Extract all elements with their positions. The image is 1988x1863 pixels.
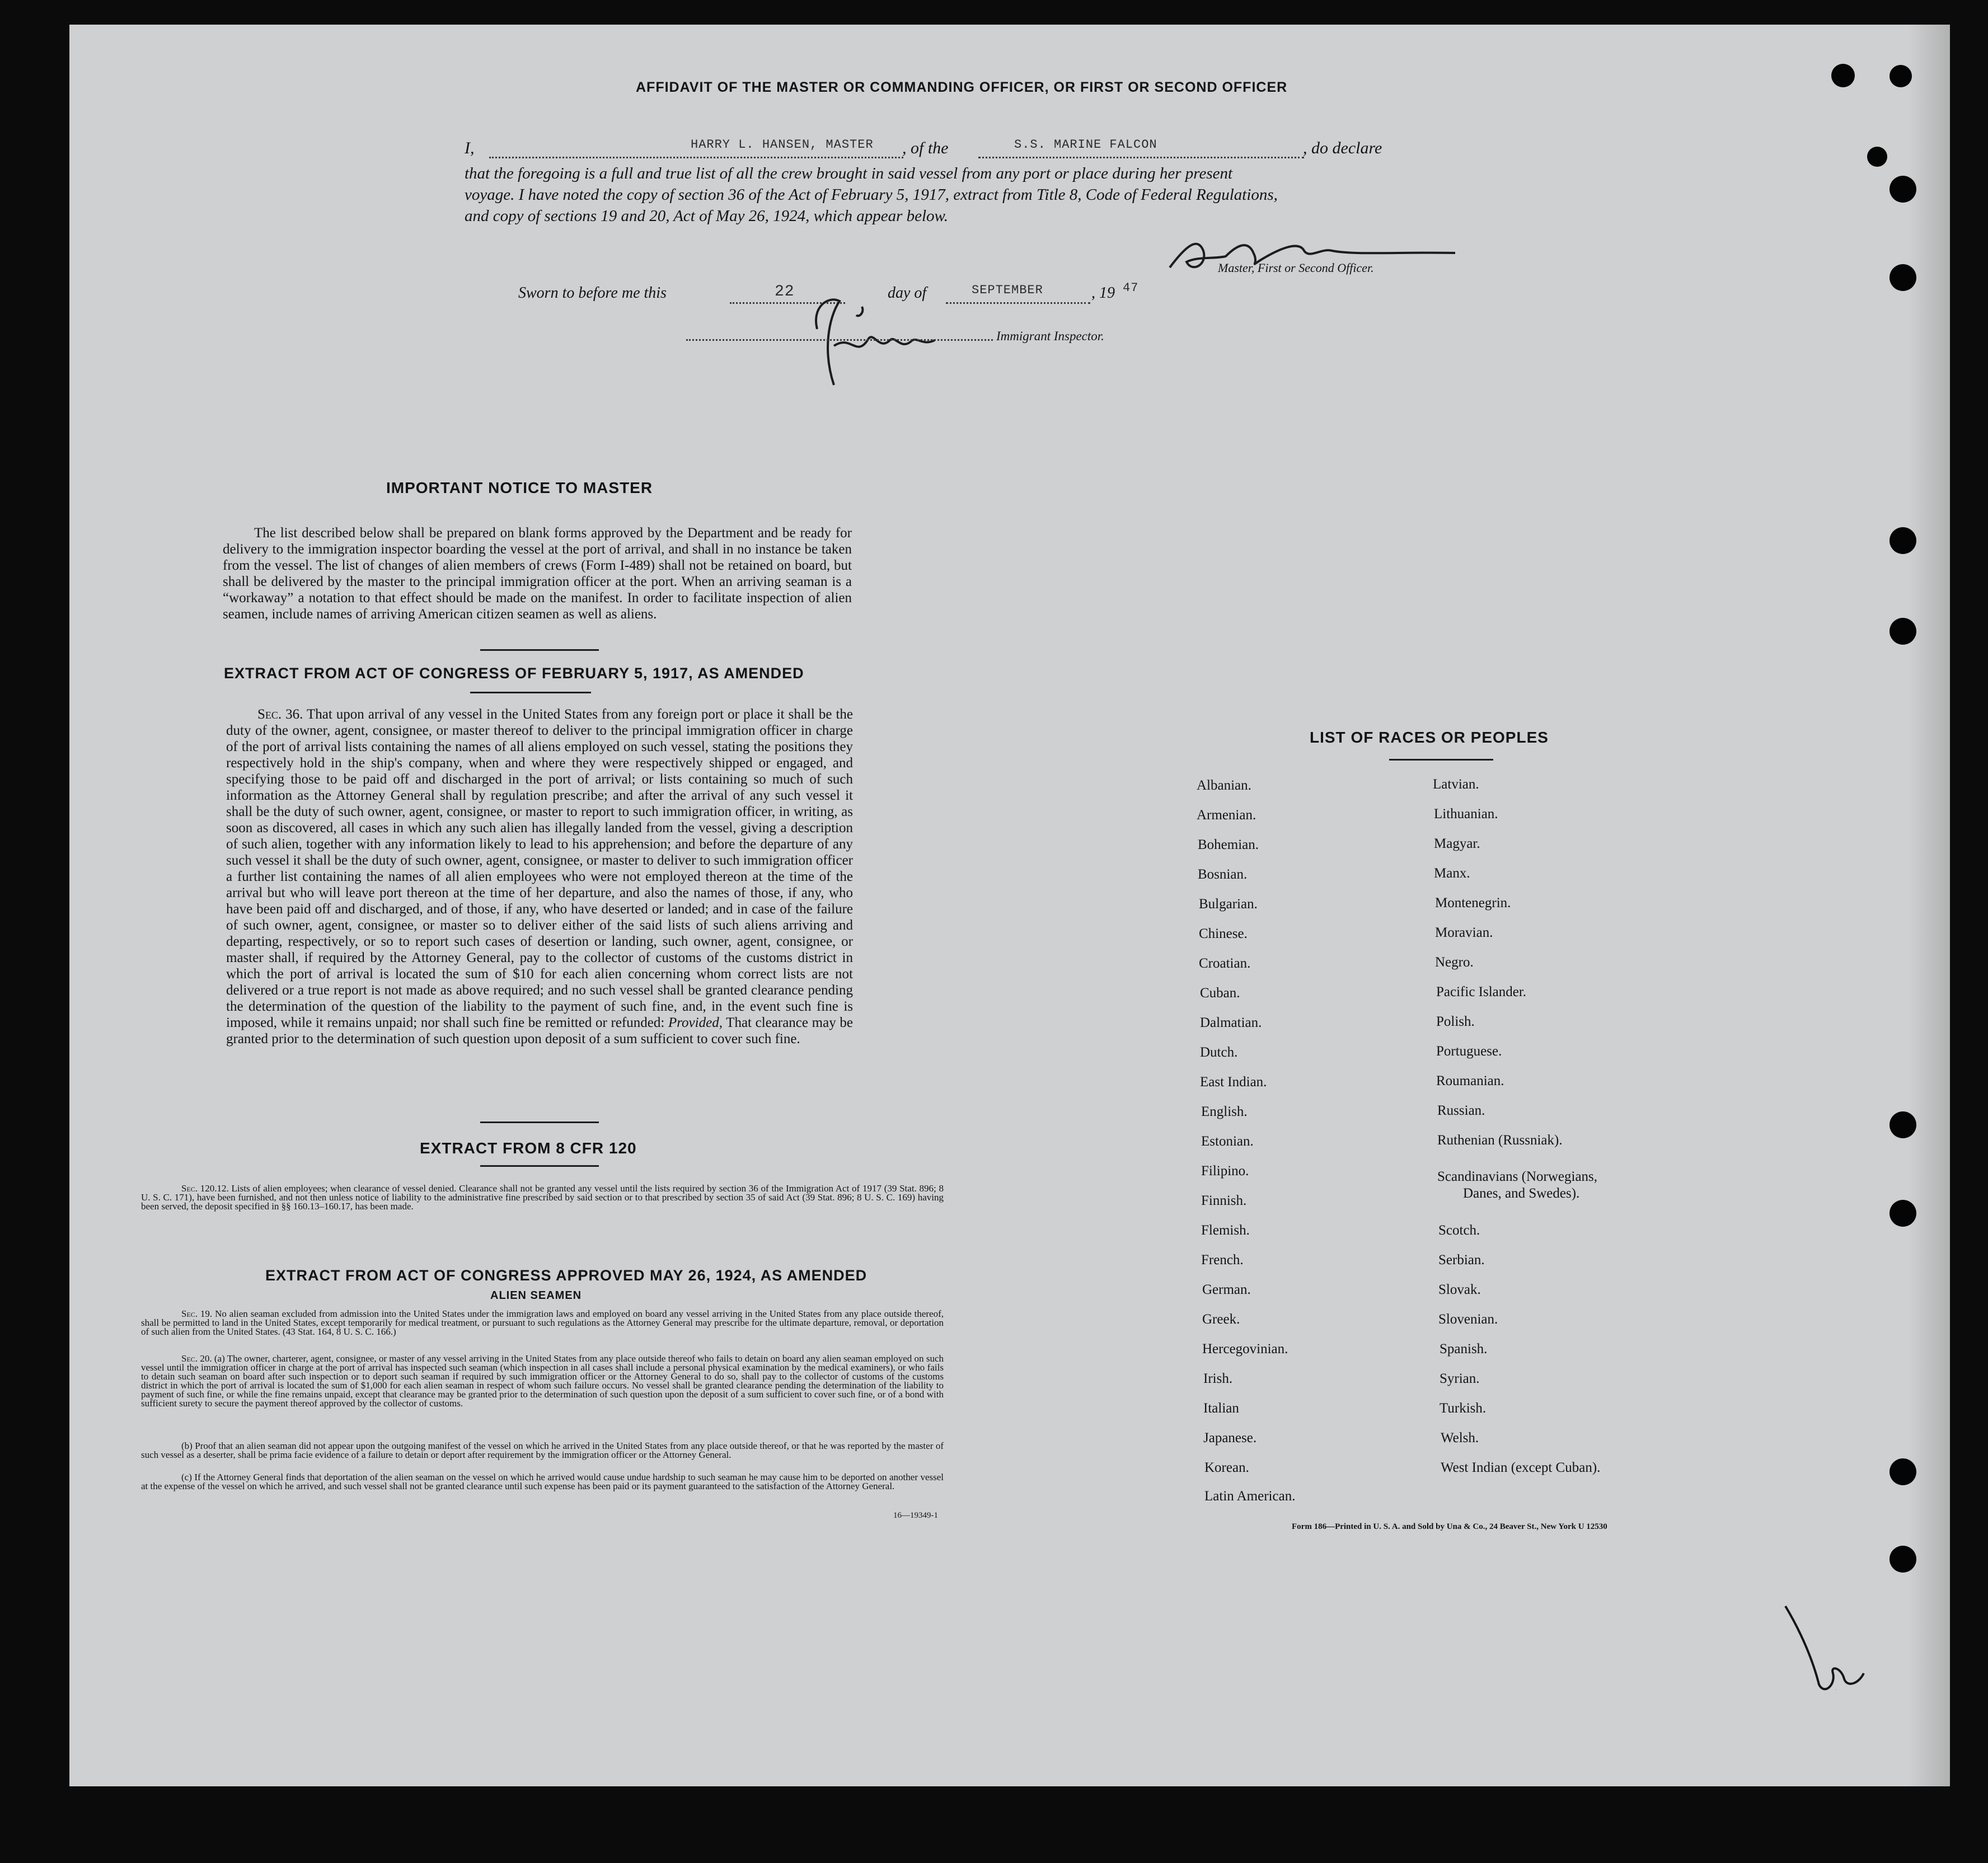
printer-line: Form 186—Printed in U. S. A. and Sold by Una & Co., 24 Beaver St., New York U 12530 [1292,1522,1607,1531]
race-item-right: Polish. [1436,1014,1475,1029]
race-item-right: Slovak. [1438,1282,1481,1297]
race-item-right: Ruthenian (Russniak). [1437,1133,1563,1148]
punch-hole [1889,618,1916,645]
extract-1917-body [226,706,853,1047]
handwritten-page-mark [1774,1601,1886,1701]
extract-1917-heading: EXTRACT FROM ACT OF CONGRESS OF FEBRUARY 5, 1917, AS AMENDED [224,665,804,682]
punch-hole [1867,147,1887,167]
vessel-name-field [978,140,1304,158]
punch-hole [1889,65,1912,87]
race-item-right: Welsh. [1441,1430,1479,1446]
punch-hole [1889,1458,1916,1485]
sworn-month-field [946,283,1090,304]
extract-cfr-heading: EXTRACT FROM 8 CFR 120 [420,1139,637,1157]
sec-20b: (b) Proof that an alien seaman did not appear upon the outgoing manifest of the vessel on which he arrived in the United States from any place outside thereof, or that he was reported by the master of such vessel as a deserter, shall be prima facie evidence of a failure to detain or deport after requirement by the immigration officer or the Attorney General. [141,1440,944,1460]
race-item-left: Dutch. [1200,1045,1238,1060]
page-edge-shadow [1909,25,1950,1786]
master-name-field [489,140,903,158]
race-item-left: East Indian. [1200,1074,1267,1090]
race-item-left: Estonian. [1201,1134,1254,1149]
extract-cfr-body [141,1184,944,1211]
race-item-left: Hercegovinian. [1202,1341,1288,1357]
race-item-right: Danes, and Swedes). [1463,1186,1580,1201]
race-item-left: Croatian. [1199,956,1251,971]
race-item-right: Slovenian. [1438,1312,1498,1327]
race-item-left: Korean. [1204,1460,1249,1475]
affidavit-statement-3: and copy of sections 19 and 20, Act of May 26, 1924, which appear below. [465,207,948,225]
race-item-right: Moravian. [1435,925,1493,940]
sworn-month: SEPTEMBER [972,283,1043,297]
race-item-right: Lithuanian. [1434,806,1498,822]
year-suffix: 47 [1123,281,1139,295]
sec-120-text: Lists of alien employees; when clearance of vessel denied. Clearance shall not be granted any vessel until the lists required by section 36 of the Immigration Act of 1917 (39 Stat. 896; 8 U. S. C. 171), have been furnished, and not then unless notice of liability to the administrative fine prescribed by said section or to that prescribed by section 35 of said Act (39 Stat. 896; 8 U. S. C. 169) having been served, the deposit specified in §§ 160.13–160.17, has been made. [141,1183,944,1212]
sworn-label: Sworn to before me this [518,284,667,302]
divider [480,1165,599,1167]
race-item-right: Roumanian. [1436,1073,1504,1088]
sworn-day: 22 [775,283,795,301]
race-item-right: Magyar. [1434,836,1480,851]
sec-36-text: That upon arrival of any vessel in the United States from any foreign port or place it shall be the duty of the owner, agent, consignee, or master thereof to deliver to the principal immigration officer in charge of the port of arrival lists containing the names of all aliens employed on such vessel, stating the positions they respectively hold in the ship's company, when and where they were respectively shipped or engaged, and specifying those to be paid off and discharged in the port of arrival; or lists containing so much of such information as the Attorney General shall by regulation prescribe; and after the arrival of any such vessel it shall be the duty of such owner, agent, consignee, or master to report to such immigration officer, in writing, as soon as discovered, all cases in which any such alien has illegally landed from the vessel, giving a description of such alien, together with any information likely to lead to his apprehension; and before the departure of any such vessel it shall be the duty of such owner, agent, consignee, or master to deliver to such immigration officer a further list containing the names of all alien employees who were not employed thereon at the time of the arrival but who will leave port thereon at the time of her departure, and also the names of those, if any, who have been paid off and discharged, and of those, if any, who have deserted or landed; and in case of the failure of such owner, agent, consignee, or master so to deliver either of the said lists of such aliens arriving and departing, respectively, or so to report such cases of desertion or landing, such owner, agent, consignee, or master shall, if required by the Attorney General, pay to the collector of customs of the customs district in which the port of arrival is located the sum of $10 for each alien concerning whom correct lists are not delivered or a true report is not made as above required; and no such vessel shall be granted clearance pending the determination of the question of the liability to the payment of such fine, and, in the event such fine is imposed, while it remains unpaid; nor shall such fine be remitted or refunded: [226,707,853,1030]
sec-19-text: No alien seaman excluded from admission into the United States under the immigration laws and employed on board any vessel arriving in the United States from any place outside thereof, shall be permitted to land in the United States, except temporarily for medical treatment, or pursuant to such regulations as the Attorney General may prescribe for the ultimate departure, removal, or deportation of such alien from the United States. (43 Stat. 164, 8 U. S. C. 166.) [141,1308,944,1337]
race-item-left: Filipino. [1201,1163,1249,1179]
race-item-right: Portuguese. [1436,1044,1502,1059]
affidavit-statement-2: voyage. I have noted the copy of section 36 of the Act of February 5, 1917, extract from Title 8, Code of Federal Regulations, [465,186,1278,204]
race-item-left: Bohemian. [1198,837,1259,852]
race-item-left: Greek. [1202,1312,1240,1327]
sec-120-label: Sec. 120.12. [181,1183,229,1194]
race-item-left: Albanian. [1197,778,1251,793]
sec-36-label: Sec. 36. [257,707,303,722]
race-item-right: Negro. [1435,955,1474,970]
master-caption: Master, First or Second Officer. [1218,261,1374,275]
proviso-text: That clearance may be granted prior to the determination of such question upon deposit of a sum sufficient to cover such fine. [226,1015,853,1047]
master-name: HARRY L. HANSEN, MASTER [691,138,874,152]
divider [1389,759,1493,761]
race-item-right: Pacific Islander. [1436,984,1527,999]
of-the-label: , of the [902,139,949,157]
race-item-left: Latin American. [1204,1489,1296,1504]
i-label: I, [465,139,475,157]
race-item-right: Serbian. [1438,1252,1485,1268]
punch-hole [1889,527,1916,554]
alien-seamen-subheading: ALIEN SEAMEN [490,1289,582,1302]
race-item-left: French. [1201,1252,1244,1268]
notice-heading: IMPORTANT NOTICE TO MASTER [386,479,653,496]
sec-19-label: Sec. 19. [181,1308,213,1319]
race-item-left: German. [1202,1282,1251,1297]
affidavit-title: AFFIDAVIT OF THE MASTER OR COMMANDING OFFICER, OR FIRST OR SECOND OFFICER [636,79,1288,95]
year-prefix: , 19 [1091,284,1115,302]
punch-hole [1889,1111,1916,1138]
race-item-right: Syrian. [1440,1371,1480,1386]
sec-20a-text: (a) The owner, charterer, agent, consignee, or master of any vessel arriving in the United States from any place outside thereof who fails to detain on board any alien seaman employed on such vessel until the immigration officer in charge at the port of arrival has inspected such seaman (which inspection in all cases shall include a personal physical examination by the medical examiners), or who fails to detain such seaman on board after such inspection or to deport such seaman if required by such immigration officer or the Attorney General to do so, shall pay to the collector of customs of the customs district in which the port of arrival is located the sum of $1,000 for each alien seaman in respect of whom such failure occurs. No vessel shall be granted clearance pending the determination of the liability to payment of such fine, or while the fine remains unpaid, except that clearance may be granted prior to the determination of such question upon the deposit of a sum sufficient to cover such fine, or of a bond with sufficient surety to secure the payment thereof approved by the collector of customs. [141,1353,944,1409]
punch-hole [1889,1546,1916,1573]
extract-1924-heading: EXTRACT FROM ACT OF CONGRESS APPROVED MAY 26, 1924, AS AMENDED [265,1267,868,1284]
race-item-left: Cuban. [1200,986,1240,1001]
sec-20a [141,1354,944,1408]
race-item-left: Chinese. [1199,926,1248,941]
race-item-right: Scotch. [1438,1223,1480,1238]
race-item-left: Armenian. [1197,808,1256,823]
punch-hole [1831,64,1855,87]
do-declare-label: , do declare [1303,139,1382,157]
sec-20c: (c) If the Attorney General finds that deportation of the alien seaman on the vessel on which he arrived would cause undue hardship to such seaman he may cause him to be deported on another vessel at the expense of the vessel on which he arrived, and such vessel shall not be granted clearance until such expense has been paid or its payment guaranteed to the satisfaction of the Attorney General. [141,1472,944,1491]
punch-hole [1889,176,1916,203]
day-of-label: day of [888,284,927,302]
affidavit-declaration-line [465,139,1511,161]
race-item-left: Japanese. [1203,1430,1257,1446]
race-item-left: Flemish. [1201,1223,1250,1238]
sec-19 [141,1310,944,1336]
race-item-right: Spanish. [1440,1341,1488,1357]
race-item-right: Manx. [1434,866,1470,881]
race-item-left: Finnish. [1201,1193,1247,1208]
race-item-right: Russian. [1437,1103,1485,1118]
vessel-name: S.S. MARINE FALCON [1014,138,1157,152]
race-item-right: West Indian (except Cuban). [1441,1460,1601,1475]
inspector-signature-field [686,329,993,341]
race-item-left: English. [1201,1104,1248,1119]
race-item-left: Irish. [1203,1371,1233,1386]
punch-hole [1889,1200,1916,1227]
race-item-left: Italian [1203,1401,1239,1416]
form-code: 16—19349-1 [893,1511,938,1520]
divider [480,649,599,651]
notice-body: The list described below shall be prepared on blank forms approved by the Department and be ready for delivery to the immigration inspector boarding the vessel at the port of arrival, and shall in no instance be taken from the vessel. The list of changes of alien members of crews (Form I-489) shall not be retained on board, but shall be delivered by the master to the principal immigration officer at the port. When an arriving seaman is a “workaway” a notation to that effect should be made on the manifest. In order to facilitate inspection of alien seamen, include names of arriving American citizen seamen as well as aliens. [223,525,852,622]
divider [480,1121,599,1123]
inspector-caption: Immigrant Inspector. [996,329,1104,343]
affidavit-statement-1: that the foregoing is a full and true list of all the crew brought in said vessel from any port or place during her present [465,165,1233,182]
race-item-left: Bulgarian. [1199,897,1258,912]
punch-hole [1889,264,1916,291]
race-item-right: Turkish. [1440,1401,1487,1416]
race-item-right: Latvian. [1433,777,1479,792]
race-item-left: Dalmatian. [1200,1015,1262,1030]
race-item-right: Scandinavians (Norwegians, [1437,1169,1598,1184]
proviso-label: Provided, [668,1015,723,1030]
race-item-right: Montenegrin. [1435,895,1511,911]
races-heading: LIST OF RACES OR PEOPLES [1310,729,1549,746]
sec-20-label: Sec. 20. [181,1353,212,1364]
divider [470,692,591,693]
race-item-left: Bosnian. [1198,867,1248,882]
